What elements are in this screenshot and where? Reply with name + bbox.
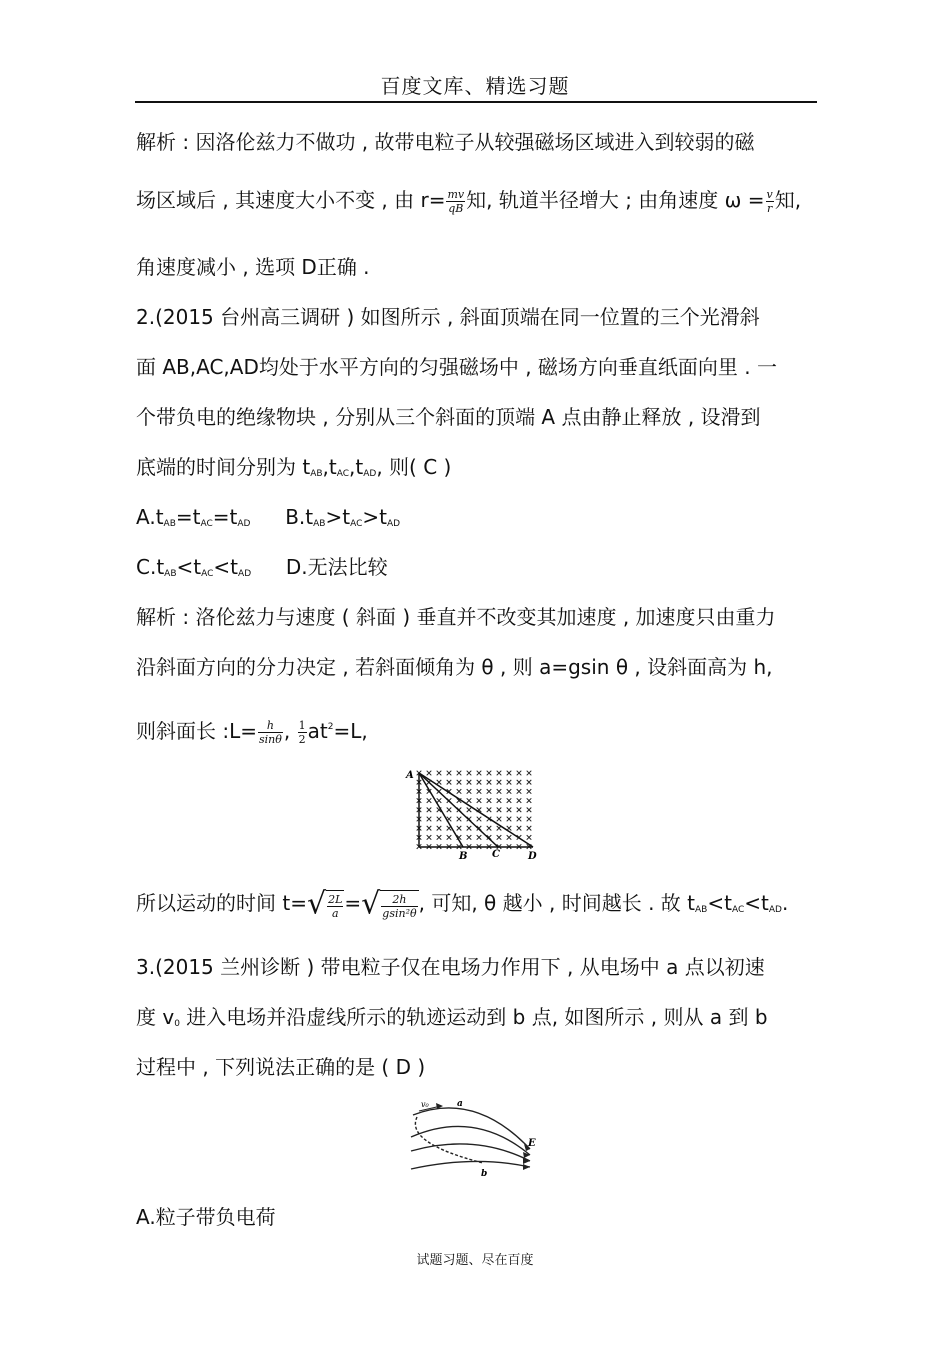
field-cross [497,835,502,840]
q3-line-2-text: 度 v [136,1005,175,1029]
fraction-denominator: gsin²θ [382,906,417,920]
field-cross [527,789,532,794]
particle-trajectory [415,1117,483,1163]
q2-line-4-text: 底端的时间分别为 t [136,455,311,479]
field-cross [477,780,482,785]
q2-options-ab [136,503,400,538]
field-cross [527,817,532,822]
fraction-mv-qB [446,188,465,215]
field-cross [427,835,432,840]
field-cross [427,798,432,803]
q3-line-3: 过程中 , 下列说法正确的是 ( D ) [136,1055,426,1079]
solution-text: =L, [333,719,368,743]
sqrt-2h-over-gsin: √ $\frac{2h}{\text{gsin²θ}}$ [361,886,417,922]
q2-line-4-text: , 则( C ) [376,455,452,479]
field-cross [507,817,512,822]
solution-text: 则斜面长 :L= [136,719,257,743]
q2-solution-line-2: 沿斜面方向的分力决定 , 若斜面倾角为 θ , 则 a=gsin θ , 设斜面高为 h, [136,655,773,679]
field-cross [447,808,452,813]
field-line-2 [411,1126,530,1155]
v0-label: v₀ [421,1100,429,1109]
field-cross [437,817,442,822]
solution-text: at [307,719,328,743]
option-text: <t [213,555,239,579]
fraction-numerator: mv [447,188,465,201]
sqrt-2l-over-a: √ $\frac{2L}{a}$ [306,886,343,922]
field-cross [507,789,512,794]
fraction-denominator: a [331,906,339,920]
point-a-label: a [457,1099,463,1109]
subscript-ab: AB [313,519,326,529]
field-cross [437,835,442,840]
option-text: =t [175,505,201,529]
subscript-ad: AD [363,469,377,479]
option-text: B.t [285,505,314,529]
fraction-numerator: 2L [328,892,343,906]
field-cross [427,817,432,822]
option-b [285,505,400,529]
field-cross [467,835,472,840]
field-cross [527,826,532,831]
subscript-ac: AC [336,469,350,479]
field-cross [487,780,492,785]
field-e-label: E [528,1138,536,1149]
q3-option-a: A.粒子带负电荷 [136,1205,276,1229]
solution-text: <t [707,891,732,915]
q3-line-1: 3.(2015 兰州诊断 ) 带电粒子仅在电场力作用下 , 从电场中 a 点以初速 [136,955,765,979]
field-cross [507,771,512,776]
solution-text: <t [744,891,769,915]
incline-ad [419,773,533,847]
field-cross [517,817,522,822]
field-cross [517,798,522,803]
field-cross [447,771,452,776]
field-cross [497,789,502,794]
field-cross [517,771,522,776]
fraction-numerator: 2h [381,893,417,907]
fraction-v-r [766,188,774,215]
fraction-numerator: h [258,719,283,733]
subscript-ad: AD [237,519,251,529]
subscript-ad: AD [768,905,782,915]
field-cross [497,808,502,813]
field-cross [497,817,502,822]
field-cross [527,771,532,776]
field-cross [437,798,442,803]
subscript-ac: AC [731,905,745,915]
field-cross [507,835,512,840]
field-cross [467,771,472,776]
subscript-ac: AC [350,519,363,529]
q2-line-4-text: ,t [322,455,337,479]
point-d-label: D [528,851,537,862]
field-cross [517,780,522,785]
p1-line-2-text-b: 知, 轨道半径增大 ; 由角速度 ω = [466,188,765,212]
q2-solution-line-4 [136,886,789,924]
fraction-one-half [298,719,307,746]
q2-options-cd [136,553,388,588]
field-cross [447,780,452,785]
field-cross [437,771,442,776]
incline-magnetic-field-figure [403,762,548,864]
q3-line-2 [136,1003,768,1038]
field-cross [477,798,482,803]
field-cross [497,798,502,803]
fraction-h-sin [258,719,283,746]
field-cross [527,780,532,785]
point-c-label: C [492,849,500,860]
field-cross [507,798,512,803]
solution-text: , 可知, θ 越小 , 时间越长 . 故 t [418,891,695,915]
field-cross [477,771,482,776]
field-cross [507,780,512,785]
field-cross [517,826,522,831]
field-cross [467,789,472,794]
equals-sign: = [344,891,362,915]
q2-line-1: 2.(2015 台州高三调研 ) 如图所示 , 斜面顶端在同一位置的三个光滑斜 [136,305,760,329]
subscript-ad: AD [386,519,401,529]
field-cross [437,780,442,785]
subscript-ac: AC [201,569,214,579]
field-cross [437,826,442,831]
field-cross [457,780,462,785]
option-c [136,555,251,579]
field-line-4 [411,1161,530,1169]
field-cross [487,789,492,794]
subscript-ad: AD [238,569,252,579]
field-cross [447,835,452,840]
field-cross [517,808,522,813]
option-text: C.t [136,555,165,579]
q2-solution-line-3: 则斜面长 :L= $\frac{h}{\sin\theta}$ , $\frac{1}{2}$ $at^2=L$, [136,719,368,746]
p1-line-2 [136,186,801,215]
field-cross [477,789,482,794]
q2-line-3: 个带负电的绝缘物块 , 分别从三个斜面的顶端 A 点由静止释放 , 设滑到 [136,405,761,429]
electric-field-figure [405,1093,545,1181]
arrowhead-4 [523,1164,530,1170]
option-d: D.无法比较 [285,555,388,579]
field-cross [527,835,532,840]
subscript-ab: AB [164,569,177,579]
q2-line-4 [136,453,451,488]
point-b-label: B [459,851,468,862]
fraction-denominator: 2 [298,733,306,746]
field-cross [487,808,492,813]
field-cross [527,798,532,803]
q2-solution-line-1: 解析 : 洛伦兹力与速度 ( 斜面 ) 垂直并不改变其加速度 , 加速度只由重力 [136,605,776,629]
fraction-numerator: v [766,188,773,201]
q2-line-2: 面 AB,AC,AD均处于水平方向的匀强磁场中 , 磁场方向垂直纸面向里 . 一 [136,355,777,379]
field-cross [427,771,432,776]
field-cross [467,808,472,813]
field-cross [487,798,492,803]
field-cross [477,817,482,822]
q2-line-4-text: ,t [349,455,364,479]
field-cross [427,826,432,831]
p1-line-2-text-c: 知, [774,188,802,212]
fraction-numerator: 1 [298,719,306,732]
subscript-ab: AB [163,519,176,529]
field-cross [477,835,482,840]
field-line-3 [411,1144,530,1161]
fraction-denominator: r [767,202,773,215]
field-cross [467,798,472,803]
subscript-ab: AB [695,905,708,915]
point-b-label: b [481,1169,488,1179]
page-header-title: 百度文库、精选习题 [380,74,570,98]
subscript-ac: AC [200,519,213,529]
q3-line-2-text: 进入电场并沿虚线所示的轨迹运动到 b 点, 如图所示 , 则从 a 到 b [179,1005,768,1029]
point-a-label: A [406,770,414,781]
option-text: <t [176,555,202,579]
option-text: =t [212,505,238,529]
field-cross [497,771,502,776]
solution-text: 所以运动的时间 t= [136,891,307,915]
field-cross [517,789,522,794]
fraction-denominator: qB [448,202,464,215]
field-cross [487,771,492,776]
fraction-denominator: sinθ [259,733,282,746]
page-footer-text: 试题习题、尽在百度 [416,1253,534,1268]
field-cross [487,826,492,831]
option-a [136,505,250,529]
field-cross [497,780,502,785]
field-cross [457,789,462,794]
field-cross [527,808,532,813]
option-text: >t [325,505,351,529]
field-cross [427,808,432,813]
field-cross [457,771,462,776]
field-cross [507,808,512,813]
subscript-zero: 0 [174,1019,180,1029]
field-cross [467,780,472,785]
option-text: >t [362,505,387,529]
field-cross [467,826,472,831]
solution-text: . [781,891,789,915]
superscript: 2 [327,722,334,732]
field-cross [457,826,462,831]
header-rule [135,101,817,103]
option-text: A.t [136,505,164,529]
p1-line-3: 角速度减小 , 选项 D正确 . [136,255,370,279]
subscript-ab: AB [310,469,323,479]
field-cross [457,817,462,822]
p1-line-2-text-a: 场区域后 , 其速度大小不变 , 由 r= [136,188,446,212]
p1-line-1: 解析 : 因洛伦兹力不做功 , 故带电粒子从较强磁场区域进入到较弱的磁 [136,130,755,154]
